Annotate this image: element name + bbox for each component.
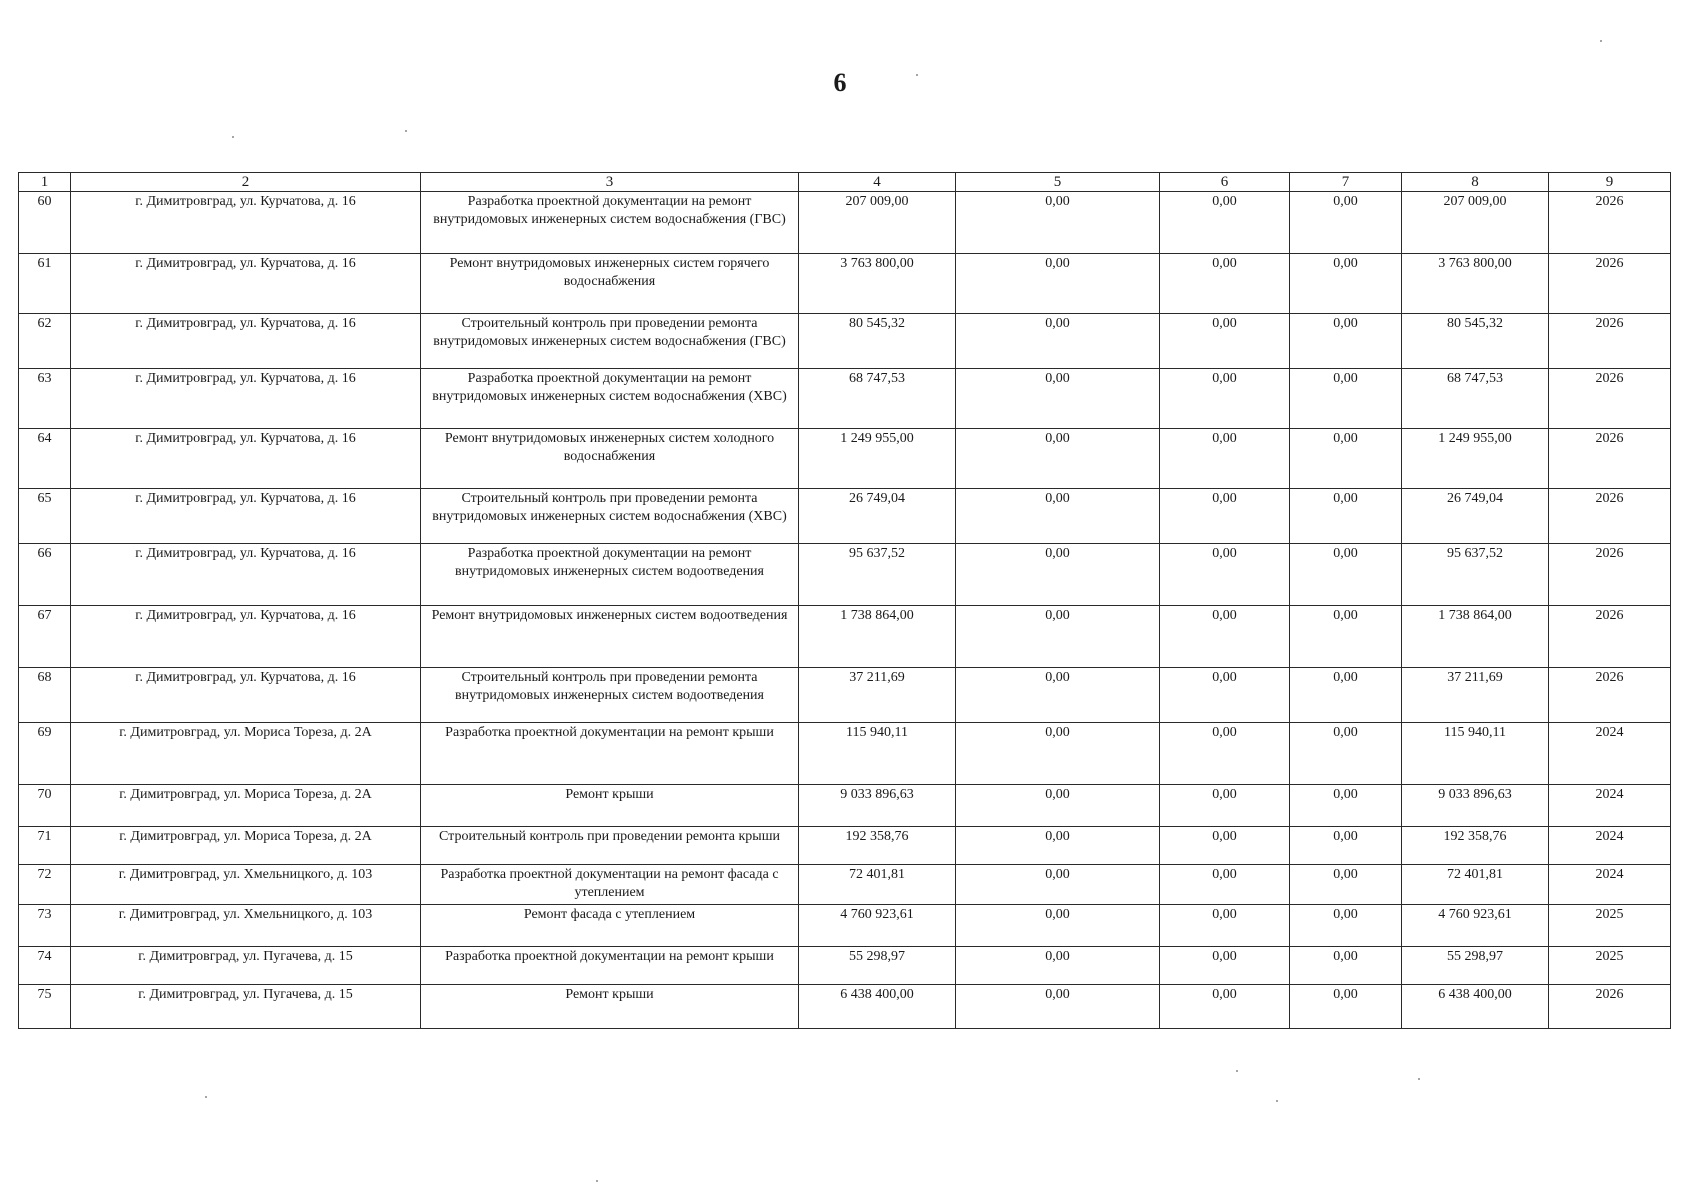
table-row: [19, 314, 1671, 369]
cost-col8-cell: 80 545,32: [1402, 314, 1549, 369]
cost-col5-cell: 0,00: [956, 827, 1160, 865]
table-row: [19, 865, 1671, 905]
row-number: 74: [19, 947, 71, 985]
address-cell: г. Димитровград, ул. Хмельницкого, д. 103: [71, 905, 421, 947]
cost-total-cell: 3 763 800,00: [799, 254, 956, 314]
cost-col7-cell: 0,00: [1290, 865, 1402, 905]
address-cell: г. Димитровград, ул. Курчатова, д. 16: [71, 314, 421, 369]
row-number: 62: [19, 314, 71, 369]
cost-col7-cell: 0,00: [1290, 254, 1402, 314]
table-row: [19, 827, 1671, 865]
row-number: 72: [19, 865, 71, 905]
work-description-cell: Строительный контроль при проведении ремонта крыши: [421, 827, 799, 865]
year-cell: 2026: [1549, 192, 1671, 254]
cost-col8-cell: 9 033 896,63: [1402, 785, 1549, 827]
table-row: [19, 254, 1671, 314]
cost-total-cell: 68 747,53: [799, 369, 956, 429]
cost-col5-cell: 0,00: [956, 865, 1160, 905]
cost-col8-cell: 95 637,52: [1402, 544, 1549, 606]
cost-col7-cell: 0,00: [1290, 668, 1402, 723]
address-cell: г. Димитровград, ул. Пугачева, д. 15: [71, 985, 421, 1029]
cost-col6-cell: 0,00: [1160, 489, 1290, 544]
cost-col6-cell: 0,00: [1160, 865, 1290, 905]
cost-col6-cell: 0,00: [1160, 985, 1290, 1029]
cost-col7-cell: 0,00: [1290, 489, 1402, 544]
cost-col6-cell: 0,00: [1160, 668, 1290, 723]
address-cell: г. Димитровград, ул. Курчатова, д. 16: [71, 544, 421, 606]
cost-col5-cell: 0,00: [956, 905, 1160, 947]
cost-total-cell: 55 298,97: [799, 947, 956, 985]
row-number: 66: [19, 544, 71, 606]
row-number: 75: [19, 985, 71, 1029]
table-row: [19, 369, 1671, 429]
address-cell: г. Димитровград, ул. Курчатова, д. 16: [71, 489, 421, 544]
column-number-row: [19, 173, 1671, 192]
year-cell: 2024: [1549, 865, 1671, 905]
year-cell: 2024: [1549, 827, 1671, 865]
year-cell: 2024: [1549, 723, 1671, 785]
address-cell: г. Димитровград, ул. Пугачева, д. 15: [71, 947, 421, 985]
row-number: 67: [19, 606, 71, 668]
row-number: 70: [19, 785, 71, 827]
table-row: [19, 489, 1671, 544]
address-cell: г. Димитровград, ул. Курчатова, д. 16: [71, 668, 421, 723]
cost-col5-cell: 0,00: [956, 369, 1160, 429]
cost-col5-cell: 0,00: [956, 947, 1160, 985]
work-description-cell: Строительный контроль при проведении ремонта внутридомовых инженерных систем водоснабжения (ГВС): [421, 314, 799, 369]
address-cell: г. Димитровград, ул. Мориса Тореза, д. 2А: [71, 785, 421, 827]
year-cell: 2025: [1549, 905, 1671, 947]
cost-col6-cell: 0,00: [1160, 723, 1290, 785]
address-cell: г. Димитровград, ул. Мориса Тореза, д. 2А: [71, 723, 421, 785]
address-cell: г. Димитровград, ул. Курчатова, д. 16: [71, 369, 421, 429]
cost-total-cell: 4 760 923,61: [799, 905, 956, 947]
cost-col5-cell: 0,00: [956, 668, 1160, 723]
cost-col5-cell: 0,00: [956, 723, 1160, 785]
cost-col8-cell: 115 940,11: [1402, 723, 1549, 785]
cost-col6-cell: 0,00: [1160, 544, 1290, 606]
cost-col5-cell: 0,00: [956, 254, 1160, 314]
work-description-cell: Ремонт внутридомовых инженерных систем горячего водоснабжения: [421, 254, 799, 314]
work-description-cell: Ремонт внутридомовых инженерных систем холодного водоснабжения: [421, 429, 799, 489]
cost-col8-cell: 192 358,76: [1402, 827, 1549, 865]
cost-col8-cell: 207 009,00: [1402, 192, 1549, 254]
column-header: 7: [1290, 173, 1402, 192]
year-cell: 2026: [1549, 429, 1671, 489]
table-row: [19, 668, 1671, 723]
cost-col8-cell: 6 438 400,00: [1402, 985, 1549, 1029]
cost-total-cell: 26 749,04: [799, 489, 956, 544]
column-header: 6: [1160, 173, 1290, 192]
row-number: 64: [19, 429, 71, 489]
works-table: [18, 172, 1671, 1029]
address-cell: г. Димитровград, ул. Курчатова, д. 16: [71, 254, 421, 314]
cost-col6-cell: 0,00: [1160, 905, 1290, 947]
table-row: [19, 723, 1671, 785]
cost-col7-cell: 0,00: [1290, 192, 1402, 254]
year-cell: 2026: [1549, 668, 1671, 723]
cost-col7-cell: 0,00: [1290, 606, 1402, 668]
cost-col6-cell: 0,00: [1160, 369, 1290, 429]
table-row: [19, 785, 1671, 827]
cost-col6-cell: 0,00: [1160, 785, 1290, 827]
cost-col7-cell: 0,00: [1290, 369, 1402, 429]
cost-total-cell: 192 358,76: [799, 827, 956, 865]
cost-col6-cell: 0,00: [1160, 606, 1290, 668]
address-cell: г. Димитровград, ул. Мориса Тореза, д. 2А: [71, 827, 421, 865]
year-cell: 2024: [1549, 785, 1671, 827]
cost-col6-cell: 0,00: [1160, 947, 1290, 985]
cost-col7-cell: 0,00: [1290, 723, 1402, 785]
cost-col8-cell: 37 211,69: [1402, 668, 1549, 723]
table-row: [19, 905, 1671, 947]
column-header: 5: [956, 173, 1160, 192]
work-description-cell: Строительный контроль при проведении ремонта внутридомовых инженерных систем водоотведения: [421, 668, 799, 723]
work-description-cell: Разработка проектной документации на ремонт внутридомовых инженерных систем водоснабжения (ГВС): [421, 192, 799, 254]
table-row: [19, 429, 1671, 489]
column-header: 3: [421, 173, 799, 192]
row-number: 73: [19, 905, 71, 947]
cost-col6-cell: 0,00: [1160, 254, 1290, 314]
column-header: 2: [71, 173, 421, 192]
cost-col6-cell: 0,00: [1160, 314, 1290, 369]
work-description-cell: Разработка проектной документации на ремонт внутридомовых инженерных систем водоснабжения (ХВС): [421, 369, 799, 429]
cost-col8-cell: 1 249 955,00: [1402, 429, 1549, 489]
cost-total-cell: 80 545,32: [799, 314, 956, 369]
cost-col7-cell: 0,00: [1290, 947, 1402, 985]
cost-col7-cell: 0,00: [1290, 985, 1402, 1029]
cost-total-cell: 95 637,52: [799, 544, 956, 606]
table-row: [19, 192, 1671, 254]
cost-col7-cell: 0,00: [1290, 544, 1402, 606]
cost-col8-cell: 1 738 864,00: [1402, 606, 1549, 668]
year-cell: 2026: [1549, 369, 1671, 429]
cost-col5-cell: 0,00: [956, 314, 1160, 369]
work-description-cell: Разработка проектной документации на ремонт крыши: [421, 947, 799, 985]
cost-total-cell: 9 033 896,63: [799, 785, 956, 827]
table-row: [19, 544, 1671, 606]
address-cell: г. Димитровград, ул. Курчатова, д. 16: [71, 192, 421, 254]
cost-col8-cell: 68 747,53: [1402, 369, 1549, 429]
cost-col5-cell: 0,00: [956, 785, 1160, 827]
address-cell: г. Димитровград, ул. Курчатова, д. 16: [71, 429, 421, 489]
cost-col5-cell: 0,00: [956, 429, 1160, 489]
cost-col8-cell: 72 401,81: [1402, 865, 1549, 905]
row-number: 60: [19, 192, 71, 254]
cost-total-cell: 115 940,11: [799, 723, 956, 785]
column-header: 4: [799, 173, 956, 192]
row-number: 71: [19, 827, 71, 865]
year-cell: 2026: [1549, 314, 1671, 369]
year-cell: 2026: [1549, 489, 1671, 544]
cost-total-cell: 72 401,81: [799, 865, 956, 905]
address-cell: г. Димитровград, ул. Хмельницкого, д. 103: [71, 865, 421, 905]
cost-col7-cell: 0,00: [1290, 314, 1402, 369]
column-header: 8: [1402, 173, 1549, 192]
cost-total-cell: 1 738 864,00: [799, 606, 956, 668]
cost-col5-cell: 0,00: [956, 192, 1160, 254]
table-row: [19, 985, 1671, 1029]
cost-col7-cell: 0,00: [1290, 429, 1402, 489]
work-description-cell: Разработка проектной документации на ремонт фасада с утеплением: [421, 865, 799, 905]
cost-col5-cell: 0,00: [956, 544, 1160, 606]
year-cell: 2026: [1549, 606, 1671, 668]
work-description-cell: Ремонт крыши: [421, 985, 799, 1029]
cost-total-cell: 6 438 400,00: [799, 985, 956, 1029]
row-number: 68: [19, 668, 71, 723]
row-number: 63: [19, 369, 71, 429]
year-cell: 2026: [1549, 985, 1671, 1029]
cost-col8-cell: 55 298,97: [1402, 947, 1549, 985]
cost-col7-cell: 0,00: [1290, 827, 1402, 865]
table-row: [19, 947, 1671, 985]
cost-col6-cell: 0,00: [1160, 429, 1290, 489]
cost-col5-cell: 0,00: [956, 606, 1160, 668]
cost-col5-cell: 0,00: [956, 985, 1160, 1029]
row-number: 65: [19, 489, 71, 544]
column-header: 1: [19, 173, 71, 192]
year-cell: 2025: [1549, 947, 1671, 985]
cost-col8-cell: 4 760 923,61: [1402, 905, 1549, 947]
cost-col7-cell: 0,00: [1290, 905, 1402, 947]
table-row: [19, 606, 1671, 668]
column-header: 9: [1549, 173, 1671, 192]
page-number: 6: [833, 68, 847, 97]
cost-col8-cell: 3 763 800,00: [1402, 254, 1549, 314]
address-cell: г. Димитровград, ул. Курчатова, д. 16: [71, 606, 421, 668]
cost-total-cell: 37 211,69: [799, 668, 956, 723]
row-number: 69: [19, 723, 71, 785]
work-description-cell: Строительный контроль при проведении ремонта внутридомовых инженерных систем водоснабжения (ХВС): [421, 489, 799, 544]
work-description-cell: Ремонт внутридомовых инженерных систем водоотведения: [421, 606, 799, 668]
work-description-cell: Разработка проектной документации на ремонт крыши: [421, 723, 799, 785]
cost-col6-cell: 0,00: [1160, 827, 1290, 865]
cost-total-cell: 1 249 955,00: [799, 429, 956, 489]
row-number: 61: [19, 254, 71, 314]
cost-col7-cell: 0,00: [1290, 785, 1402, 827]
work-description-cell: Разработка проектной документации на ремонт внутридомовых инженерных систем водоотведения: [421, 544, 799, 606]
work-description-cell: Ремонт фасада с утеплением: [421, 905, 799, 947]
cost-col6-cell: 0,00: [1160, 192, 1290, 254]
year-cell: 2026: [1549, 544, 1671, 606]
cost-col5-cell: 0,00: [956, 489, 1160, 544]
cost-col8-cell: 26 749,04: [1402, 489, 1549, 544]
year-cell: 2026: [1549, 254, 1671, 314]
cost-total-cell: 207 009,00: [799, 192, 956, 254]
work-description-cell: Ремонт крыши: [421, 785, 799, 827]
